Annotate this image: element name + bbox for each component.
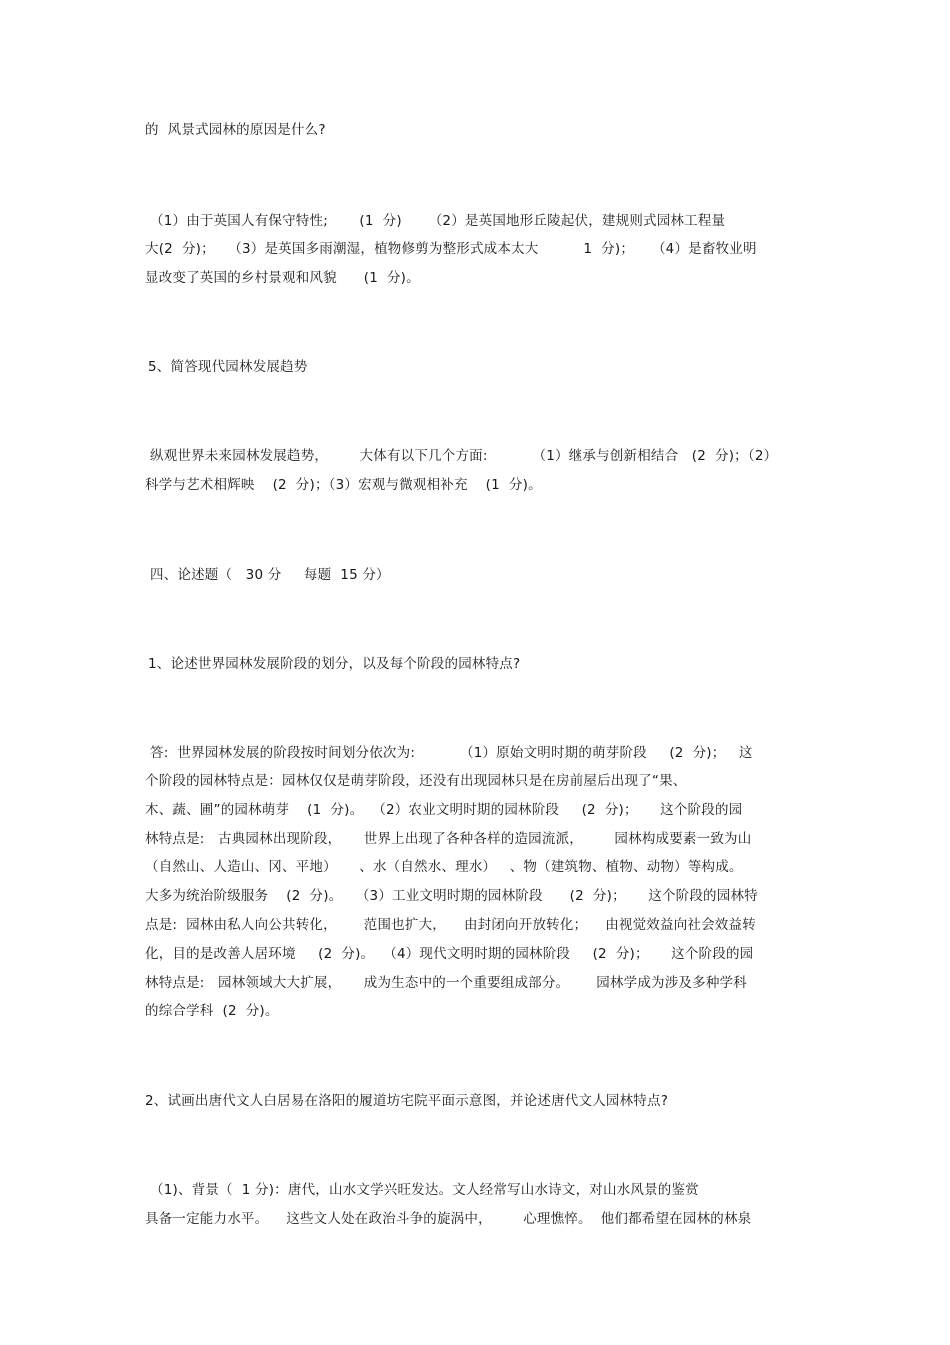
answer-line: 大(2 分)； （3）是英国多雨潮湿，植物修剪为整形式成本太大 1 分)； （4）是畜牧业明 (145, 241, 757, 257)
question-heading: 5、简答现代园林发展趋势 (148, 359, 308, 375)
answer-line: 个阶段的园林特点是：园林仅仅是萌芽阶段，还没有出现园林只是在房前屋后出现了“果、 (145, 773, 687, 789)
question-continuation: 的 风景式园林的原因是什么? (145, 122, 326, 138)
question-heading: 1、论述世界园林发展阶段的划分，以及每个阶段的园林特点? (148, 656, 521, 672)
answer-line: （自然山、人造山、冈、平地） 、水（自然水、理水） 、物（建筑物、植物、动物）等构成。 (145, 859, 743, 875)
answer-line: （1）由于英国人有保守特性; (1 分) （2）是英国地形丘陵起伏，建规则式园林工程量 (150, 213, 726, 229)
section-heading: 四、论述题（ 30 分 每题 15 分） (150, 567, 390, 583)
answer-line: （1)、背景（ 1 分)：唐代，山水文学兴旺发达。文人经常写山水诗文，对山水风景的鉴赏 (150, 1182, 699, 1198)
answer-line: 纵观世界未来园林发展趋势， 大体有以下几个方面: （1）继承与创新相结合 (2 分)；（2） (150, 448, 778, 464)
answer-line: 显改变了英国的乡村景观和风貌 (1 分)。 (145, 270, 420, 286)
answer-line: 点是: 园林由私人向公共转化， 范围也扩大， 由封闭向开放转化； 由视觉效益向社会效益转 (145, 917, 756, 933)
answer-line: 答: 世界园林发展的阶段按时间划分依次为: （1）原始文明时期的萌芽阶段 (2 分)； 这 (150, 745, 753, 761)
question-heading: 2、试画出唐代文人白居易在洛阳的履道坊宅院平面示意图，并论述唐代文人园林特点? (145, 1093, 669, 1109)
answer-line: 化，目的是改善人居环境 (2 分)。 （4）现代文明时期的园林阶段 (2 分)； 这个阶段的园 (145, 946, 754, 962)
answer-line: 林特点是: 园林领域大大扩展， 成为生态中的一个重要组成部分。 园林学成为涉及多种学科 (145, 975, 747, 991)
answer-line: 林特点是: 古典园林出现阶段， 世界上出现了各种各样的造园流派， 园林构成要素一致为山 (145, 831, 752, 847)
answer-line: 的综合学科 (2 分)。 (145, 1003, 279, 1019)
answer-line: 大多为统治阶级服务 (2 分)。 （3）工业文明时期的园林阶段 (2 分)； 这个阶段的园林特 (145, 888, 758, 904)
answer-line: 木、蔬、圃”的园林萌芽 (1 分)。 （2）农业文明时期的园林阶段 (2 分)； 这个阶段的园 (145, 802, 743, 818)
answer-line: 具备一定能力水平。 这些文人处在政治斗争的旋涡中， 心理憔悴。 他们都希望在园林的林泉 (145, 1211, 752, 1227)
answer-line: 科学与艺术相辉映 (2 分)；（3）宏观与微观相补充 (1 分)。 (145, 477, 542, 493)
